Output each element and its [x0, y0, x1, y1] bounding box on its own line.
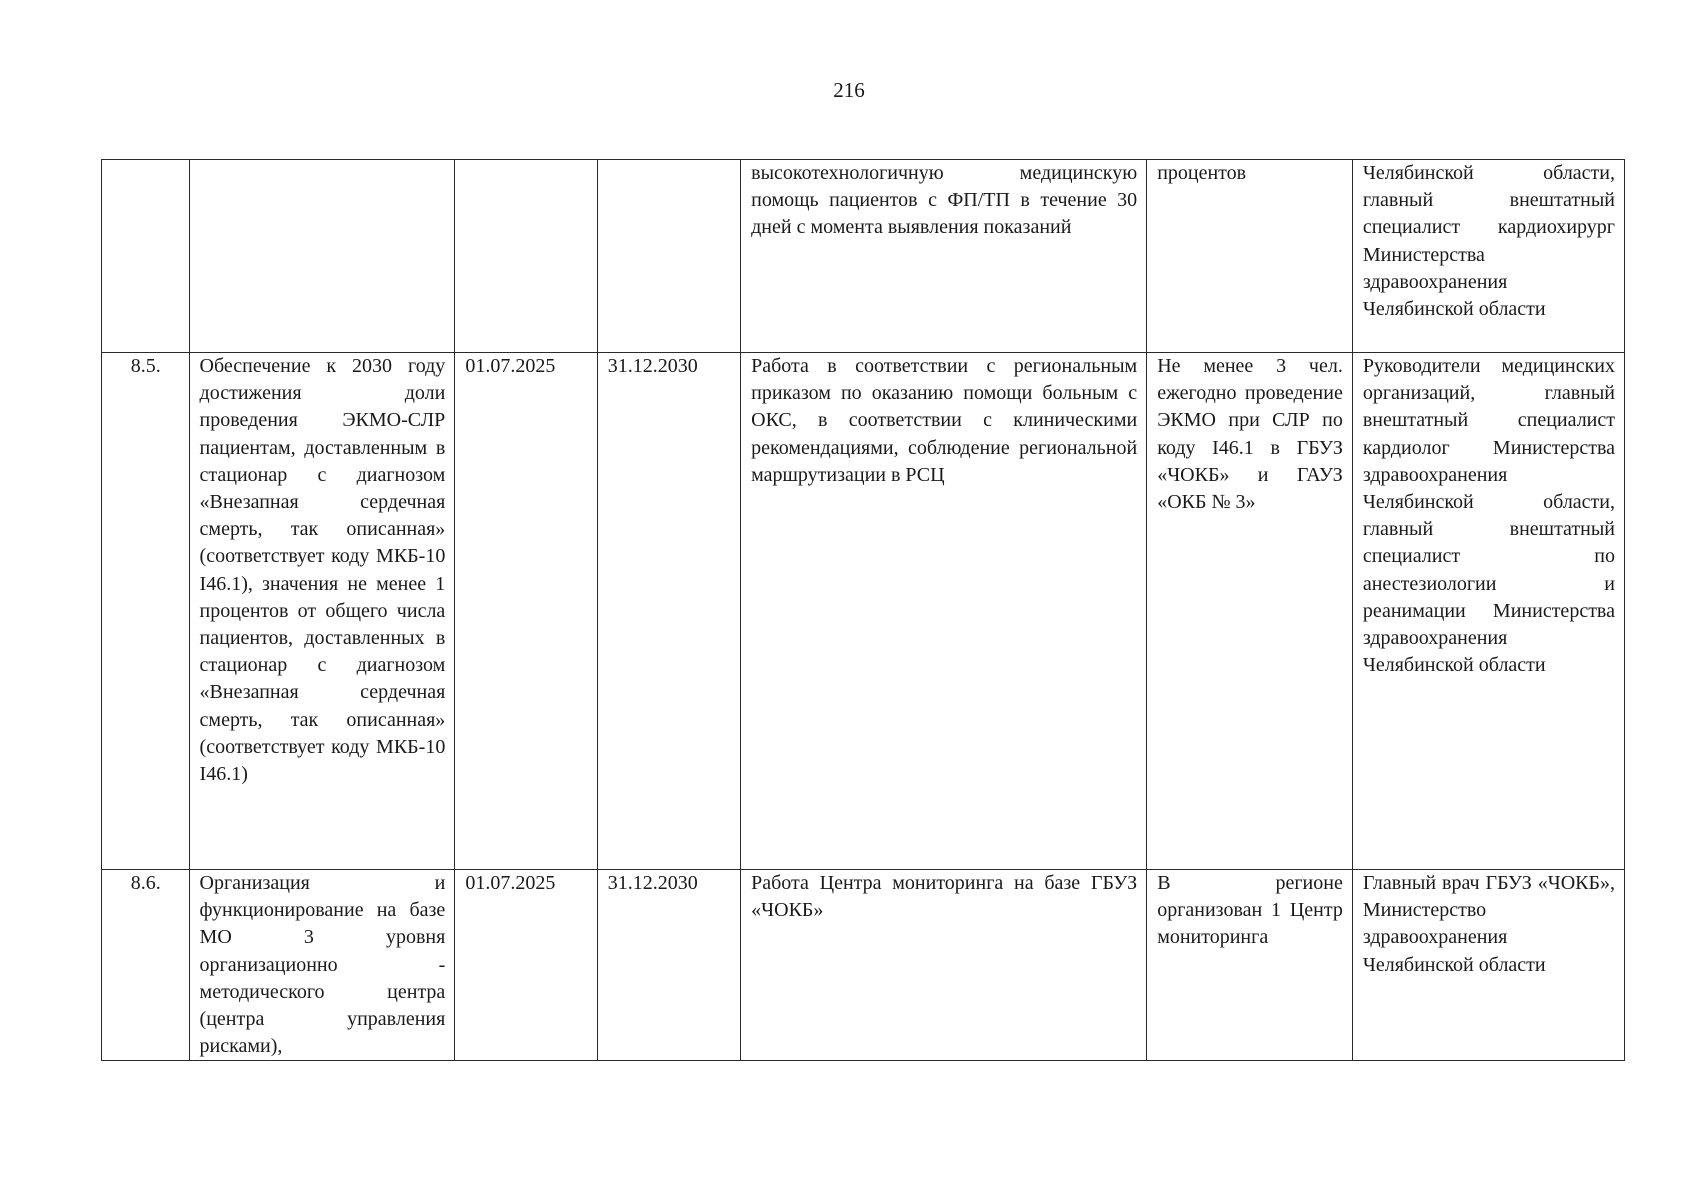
responsible-cell: Главный врач ГБУЗ «ЧОКБ», Министерство здравоохранения Челябинской области: [1352, 870, 1624, 1061]
end-date-cell: [597, 160, 740, 353]
indicator-cell: В регионе организован 1 Центр мониторинга: [1147, 870, 1353, 1061]
description-cell: высокотехнологичную медицинскую помощь пациентов с ФП/ТП в течение 30 дней с момента выявления показаний: [741, 160, 1147, 353]
responsible-cell: Руководители медицинских организаций, главный внештатный специалист кардиолог Министерства здравоохранения Челябинской области, главный внештатный специалист по анестезиологии и реанимации Министерства здравоохранения Челябинской области: [1352, 353, 1624, 870]
page-number: 216: [833, 78, 865, 102]
end-date-cell: 31.12.2030: [597, 870, 740, 1061]
item-number-cell: 8.6.: [102, 870, 190, 1061]
task-cell: [189, 160, 455, 353]
indicator-cell: Не менее 3 чел. ежегодно проведение ЭКМО при СЛР по коду I46.1 в ГБУЗ «ЧОКБ» и ГАУЗ «ОКБ № 3»: [1147, 353, 1353, 870]
indicator-cell: процентов: [1147, 160, 1353, 353]
description-cell: Работа Центра мониторинга на базе ГБУЗ «ЧОКБ»: [741, 870, 1147, 1061]
start-date-cell: [455, 160, 597, 353]
activities-table: [101, 159, 1625, 1061]
task-cell: Организация и функционирование на базе МО 3 уровня организационно - методического центра (центра управления рисками),: [189, 870, 455, 1061]
responsible-cell: Челябинской области, главный внештатный специалист кардиохирург Министерства здравоохранения Челябинской области: [1352, 160, 1624, 353]
table-row: [102, 870, 1625, 1061]
item-number-cell: 8.5.: [102, 353, 190, 870]
task-cell: Обеспечение к 2030 году достижения доли проведения ЭКМО-СЛР пациентам, доставленным в стационар с диагнозом «Внезапная сердечная смерть, так описанная» (соответствует коду МКБ-10 I46.1), значения не менее 1 процентов от общего числа пациентов, доставленных в стационар с диагнозом «Внезапная сердечная смерть, так описанная» (соответствует коду МКБ-10 I46.1): [189, 353, 455, 870]
description-cell: Работа в соответствии с региональным приказом по оказанию помощи больным с ОКС, в соответствии с клиническими рекомендациями, соблюдение региональной маршрутизации в РСЦ: [741, 353, 1147, 870]
table-row: [102, 353, 1625, 870]
start-date-cell: 01.07.2025: [455, 353, 597, 870]
end-date-cell: 31.12.2030: [597, 353, 740, 870]
item-number-cell: [102, 160, 190, 353]
start-date-cell: 01.07.2025: [455, 870, 597, 1061]
table-row: [102, 160, 1625, 353]
